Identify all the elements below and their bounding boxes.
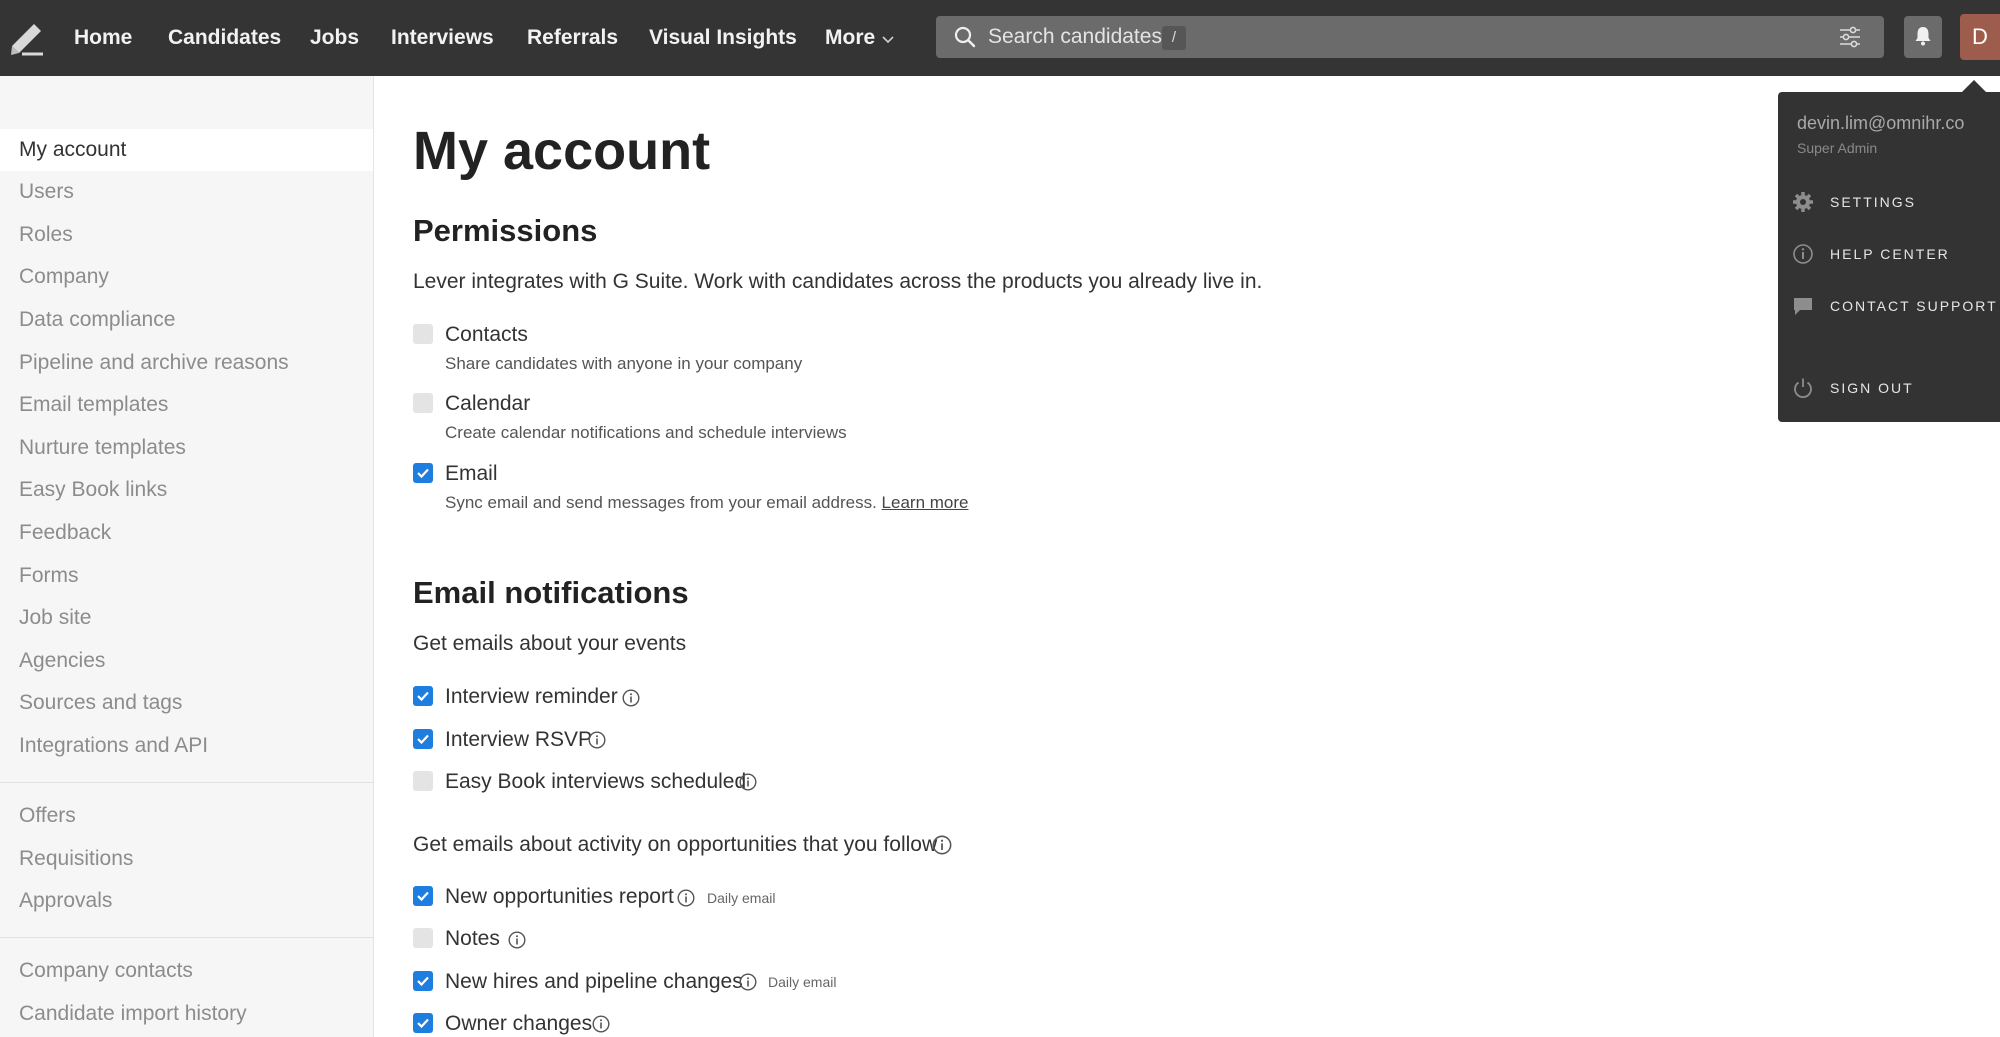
- power-icon: [1792, 377, 1814, 399]
- info-icon[interactable]: [592, 1015, 610, 1033]
- menu-item-help-center-label: HELP CENTER: [1830, 246, 1950, 262]
- lever-logo-icon[interactable]: [10, 20, 44, 56]
- user-menu-dropdown: [1778, 92, 2000, 422]
- chat-bubble-icon: [1792, 295, 1814, 317]
- option-label-notes: Notes: [445, 927, 500, 950]
- sidebar-divider: [0, 782, 373, 783]
- email-notifications-heading: Email notifications: [413, 575, 689, 610]
- page-title: My account: [413, 121, 711, 181]
- user-avatar[interactable]: D: [1960, 14, 2000, 60]
- sidebar-divider: [0, 937, 373, 938]
- checkmark-icon: [416, 1016, 430, 1030]
- gear-icon: [1792, 191, 1814, 213]
- sidebar-item-pipeline-archive-reasons[interactable]: Pipeline and archive reasons: [19, 351, 289, 374]
- sidebar-item-feedback[interactable]: Feedback: [19, 521, 112, 544]
- follow-intro: Get emails about activity on opportunities that you follow: [413, 833, 938, 856]
- settings-sidebar: [0, 76, 374, 1037]
- permissions-intro: Lever integrates with G Suite. Work with candidates across the products you already live in.: [413, 270, 1263, 293]
- sidebar-item-nurture-templates[interactable]: Nurture templates: [19, 436, 186, 459]
- nav-interviews[interactable]: Interviews: [391, 26, 494, 49]
- sidebar-item-approvals[interactable]: Approvals: [19, 889, 113, 912]
- checkbox-contacts[interactable]: [413, 324, 433, 344]
- sidebar-item-easy-book-links[interactable]: Easy Book links: [19, 478, 168, 501]
- sidebar-item-my-account[interactable]: My account: [19, 138, 127, 161]
- nav-visual-insights[interactable]: Visual Insights: [649, 26, 797, 49]
- option-desc-contacts: Share candidates with anyone in your company: [445, 354, 803, 373]
- option-label-contacts: Contacts: [445, 323, 528, 346]
- info-icon[interactable]: [677, 889, 695, 907]
- sidebar-item-roles[interactable]: Roles: [19, 223, 73, 246]
- option-label-owner-changes: Owner changes: [445, 1012, 593, 1035]
- checkmark-icon: [416, 889, 430, 903]
- checkbox-email[interactable]: [413, 463, 433, 483]
- nav-jobs[interactable]: Jobs: [310, 26, 360, 49]
- user-email: devin.lim@omnihr.co: [1797, 113, 1965, 133]
- nav-home[interactable]: Home: [74, 26, 133, 49]
- option-desc-email: [445, 493, 968, 513]
- menu-item-settings-label: SETTINGS: [1830, 194, 1917, 210]
- checkbox-new-hires-pipeline[interactable]: [413, 971, 433, 991]
- sidebar-item-sources-and-tags[interactable]: Sources and tags: [19, 691, 183, 714]
- sidebar-item-offers[interactable]: Offers: [19, 804, 76, 827]
- sidebar-item-integrations-api[interactable]: Integrations and API: [19, 734, 209, 757]
- option-desc-calendar: Create calendar notifications and schedule interviews: [445, 423, 847, 442]
- checkbox-notes[interactable]: [413, 928, 433, 948]
- sidebar-item-candidate-import-history[interactable]: Candidate import history: [19, 1002, 247, 1025]
- checkbox-easy-book-scheduled[interactable]: [413, 771, 433, 791]
- info-circle-icon: [1792, 243, 1814, 265]
- sidebar-item-data-compliance[interactable]: Data compliance: [19, 308, 176, 331]
- nav-referrals[interactable]: Referrals: [527, 26, 619, 49]
- sidebar-item-job-site[interactable]: Job site: [19, 606, 92, 629]
- option-label-easy-book-scheduled: Easy Book interviews scheduled: [445, 770, 747, 793]
- search-input[interactable]: [988, 16, 1588, 58]
- info-icon[interactable]: [739, 973, 757, 991]
- option-desc-email-text: Sync email and send messages from your email address.: [445, 493, 877, 512]
- sidebar-item-company[interactable]: Company: [19, 265, 109, 288]
- sidebar-item-agencies[interactable]: Agencies: [19, 649, 106, 672]
- checkbox-calendar[interactable]: [413, 393, 433, 413]
- chevron-down-icon[interactable]: [880, 31, 896, 47]
- checkbox-new-opportunities-report[interactable]: [413, 886, 433, 906]
- sidebar-item-company-contacts[interactable]: Company contacts: [19, 959, 193, 982]
- checkmark-icon: [416, 732, 430, 746]
- daily-email-tag: Daily email: [707, 890, 776, 906]
- menu-item-contact-support-label: CONTACT SUPPORT: [1830, 298, 1998, 314]
- sidebar-item-email-templates[interactable]: Email templates: [19, 393, 169, 416]
- info-icon[interactable]: [622, 689, 640, 707]
- top-navigation-bar: [0, 0, 2000, 76]
- option-label-new-hires-pipeline: New hires and pipeline changes: [445, 970, 743, 993]
- daily-email-tag: Daily email: [768, 974, 837, 990]
- info-icon[interactable]: [588, 731, 606, 749]
- sidebar-item-forms[interactable]: Forms: [19, 564, 79, 587]
- option-label-interview-rsvp: Interview RSVP: [445, 728, 593, 751]
- sidebar-item-users[interactable]: Users: [19, 180, 74, 203]
- user-role: Super Admin: [1797, 140, 1878, 156]
- bell-icon: [1914, 26, 1932, 46]
- sidebar-item-requisitions[interactable]: Requisitions: [19, 847, 134, 870]
- search-shortcut-hint: /: [1162, 26, 1186, 50]
- search-bar[interactable]: [936, 16, 1884, 58]
- info-icon[interactable]: [508, 931, 526, 949]
- checkmark-icon: [416, 974, 430, 988]
- events-intro: Get emails about your events: [413, 632, 687, 655]
- nav-more[interactable]: More: [825, 26, 876, 49]
- checkbox-owner-changes[interactable]: [413, 1013, 433, 1033]
- checkbox-interview-rsvp[interactable]: [413, 729, 433, 749]
- filter-sliders-icon[interactable]: [1838, 25, 1862, 49]
- learn-more-link[interactable]: Learn more: [881, 493, 969, 512]
- menu-item-sign-out-label: SIGN OUT: [1830, 380, 1914, 396]
- option-label-calendar: Calendar: [445, 392, 531, 415]
- checkmark-icon: [416, 466, 430, 480]
- checkmark-icon: [416, 689, 430, 703]
- dropdown-caret: [1962, 80, 1986, 92]
- checkbox-interview-reminder[interactable]: [413, 686, 433, 706]
- permissions-heading: Permissions: [413, 213, 598, 248]
- option-label-new-opportunities-report: New opportunities report: [445, 885, 674, 908]
- option-label-email: Email: [445, 462, 498, 485]
- option-label-interview-reminder: Interview reminder: [445, 685, 618, 708]
- info-icon[interactable]: [739, 773, 757, 791]
- nav-candidates[interactable]: Candidates: [168, 26, 282, 49]
- search-icon: [954, 26, 976, 48]
- info-icon[interactable]: [932, 835, 952, 855]
- notifications-button[interactable]: [1904, 16, 1942, 58]
